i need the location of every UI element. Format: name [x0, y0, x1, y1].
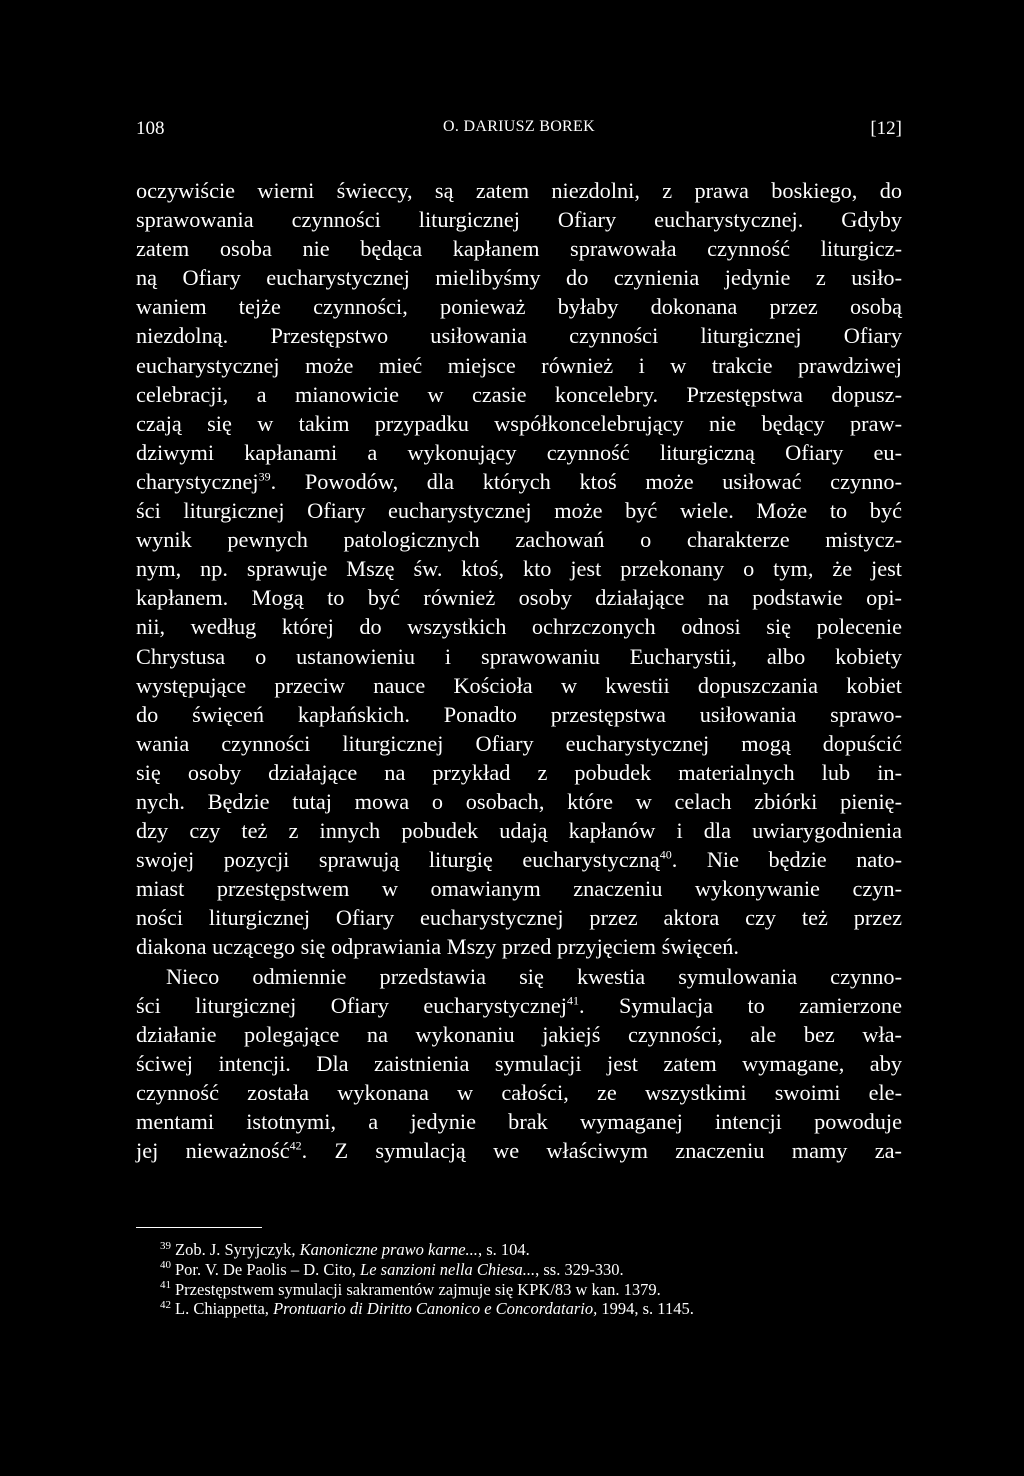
footnote-text: , ss. 329-330.	[535, 1259, 624, 1279]
text-line: mentami istotnymi, a jedynie brak wymaganej intencji powoduje	[136, 1109, 902, 1134]
text-line: czynność została wykonana w całości, ze wszystkimi swoimi ele-	[136, 1079, 902, 1105]
text-line	[136, 467, 902, 496]
footnote-title: Kanoniczne prawo karne...	[299, 1240, 478, 1259]
section-marker: [12]	[870, 118, 902, 139]
footnote-text: Zob. J. Syryjczyk,	[175, 1240, 300, 1259]
line-text: . Z symulacją we właściwym znaczeniu mamy za-	[301, 1138, 902, 1164]
text-line: wania czynności liturgicznej Ofiary eucharystycznej mogą dopuścić	[136, 730, 902, 756]
footnote-text: 1994, s. 1145.	[597, 1299, 694, 1319]
text-line: miast przestępstwem w omawianym znaczeniu wykonywanie czyn-	[136, 876, 902, 902]
footnote-separator	[136, 1227, 262, 1228]
footnote-text: L. Chiappetta,	[175, 1299, 274, 1319]
line-text: swojej pozycji sprawują liturgię eucharystyczną	[136, 847, 660, 873]
running-header	[136, 118, 902, 148]
text-line: eucharystycznej może mieć miejsce również i w trakcie prawdziwej	[136, 352, 902, 378]
footnote-title: Le sanzioni nella Chiesa...	[360, 1259, 536, 1279]
footnote-text: , s. 104.	[477, 1240, 530, 1259]
text-line: celebracji, a mianowicie w czasie koncelebry. Przestępstwa dopusz-	[136, 381, 902, 407]
text-line: oczywiście wierni świeccy, są zatem niezdolni, z prawa boskiego, do	[136, 178, 902, 203]
text-line: działanie polegające na wykonaniu jakiejś czynności, ale bez wła-	[136, 1021, 902, 1047]
line-text: . Symulacja to zamierzone	[578, 992, 902, 1018]
footnote-title: Prontuario di Diritto Canonico e Concordatario,	[273, 1299, 598, 1319]
footnote-number: 39	[160, 1239, 171, 1252]
text-line: kapłanem. Mogą to być również osoby działające na podstawie opi-	[136, 585, 902, 611]
text-line: się osoby działające na przykład z pobudek materialnych lub in-	[136, 759, 902, 785]
footnote-ref-41: 41	[566, 993, 579, 1008]
footnote-42	[160, 1299, 902, 1319]
footnotes	[160, 1240, 902, 1319]
text-line: wynik pewnych patologicznych zachowań o charakterze mistycz-	[136, 527, 902, 553]
footnote-39	[160, 1240, 902, 1260]
text-line: ści liturgicznej Ofiary eucharystycznej może być wiele. Może to być	[136, 498, 902, 524]
footnote-ref-39: 39	[258, 469, 271, 484]
text-line: sprawowania czynności liturgicznej Ofiary eucharystycznej. Gdyby	[136, 207, 902, 233]
text-line: diakona uczącego się odprawiania Mszy przed przyjęciem święceń.	[136, 934, 739, 960]
line-text: jej nieważność	[136, 1138, 290, 1164]
text-line: dziwymi kapłanami a wykonujący czynność liturgiczną Ofiary eu-	[136, 439, 902, 465]
body-text	[136, 176, 902, 1165]
line-text: ści liturgicznej Ofiary eucharystycznej	[136, 992, 567, 1018]
page-number: 108	[136, 118, 165, 139]
text-line: Chrystusa o ustanowieniu i sprawowaniu Eucharystii, albo kobiety	[136, 643, 902, 669]
footnote-text: Przestępstwem symulacji sakramentów zajmuje się KPK/83 w kan. 1379.	[175, 1279, 661, 1299]
text-line	[136, 1136, 902, 1165]
line-text: charystycznej	[136, 468, 259, 494]
footnote-41	[160, 1280, 902, 1300]
text-line: waniem tejże czynności, ponieważ byłaby dokonana przez osobą	[136, 294, 902, 320]
text-line: nych. Będzie tutaj mowa o osobach, które w celach zbiórki pienię-	[136, 788, 902, 814]
text-line: zatem osoba nie będąca kapłanem sprawowała czynność liturgicz-	[136, 236, 902, 262]
text-line: ną Ofiary eucharystycznej mielibyśmy do czynienia jedynie z usiło-	[136, 265, 902, 291]
text-line: występujące przeciw nauce Kościoła w kwestii dopuszczania kobiet	[136, 672, 902, 698]
footnote-number: 40	[160, 1259, 171, 1272]
text-line: nii, według której do wszystkich ochrzczonych odnosi się polecenie	[136, 614, 902, 640]
footnote-ref-42: 42	[289, 1138, 302, 1153]
text-line: Nieco odmiennie przedstawia się kwestia symulowania czynno-	[166, 963, 902, 989]
text-line	[136, 991, 902, 1020]
line-text: . Nie będzie nato-	[671, 847, 903, 873]
footnote-number: 42	[160, 1298, 171, 1311]
footnote-text: Por. V. De Paolis – D. Cito,	[175, 1259, 361, 1279]
footnote-40	[160, 1260, 902, 1280]
text-line: do święceń kapłańskich. Ponadto przestępstwa usiłowania sprawo-	[136, 701, 902, 727]
footnote-ref-40: 40	[659, 847, 672, 862]
text-line: nym, np. sprawuje Mszę św. ktoś, kto jest przekonany o tym, że jest	[136, 556, 902, 582]
text-line: ności liturgicznej Ofiary eucharystycznej przez aktora czy też przez	[136, 905, 902, 931]
text-line: czają się w takim przypadku współkoncelebrujący nie będący praw-	[136, 410, 902, 436]
footnote-number: 41	[160, 1279, 171, 1292]
text-line	[136, 845, 902, 874]
line-text: . Powodów, dla których ktoś może usiłować czynno-	[270, 468, 902, 494]
text-line: dzy czy też z innych pobudek udają kapłanów i dla uwiarygodnienia	[136, 818, 902, 844]
text-line: niezdolną. Przestępstwo usiłowania czynności liturgicznej Ofiary	[136, 323, 902, 349]
text-line: ściwej intencji. Dla zaistnienia symulacji jest zatem wymagane, aby	[136, 1050, 902, 1076]
running-header-author: O. DARIUSZ BOREK	[443, 118, 595, 135]
